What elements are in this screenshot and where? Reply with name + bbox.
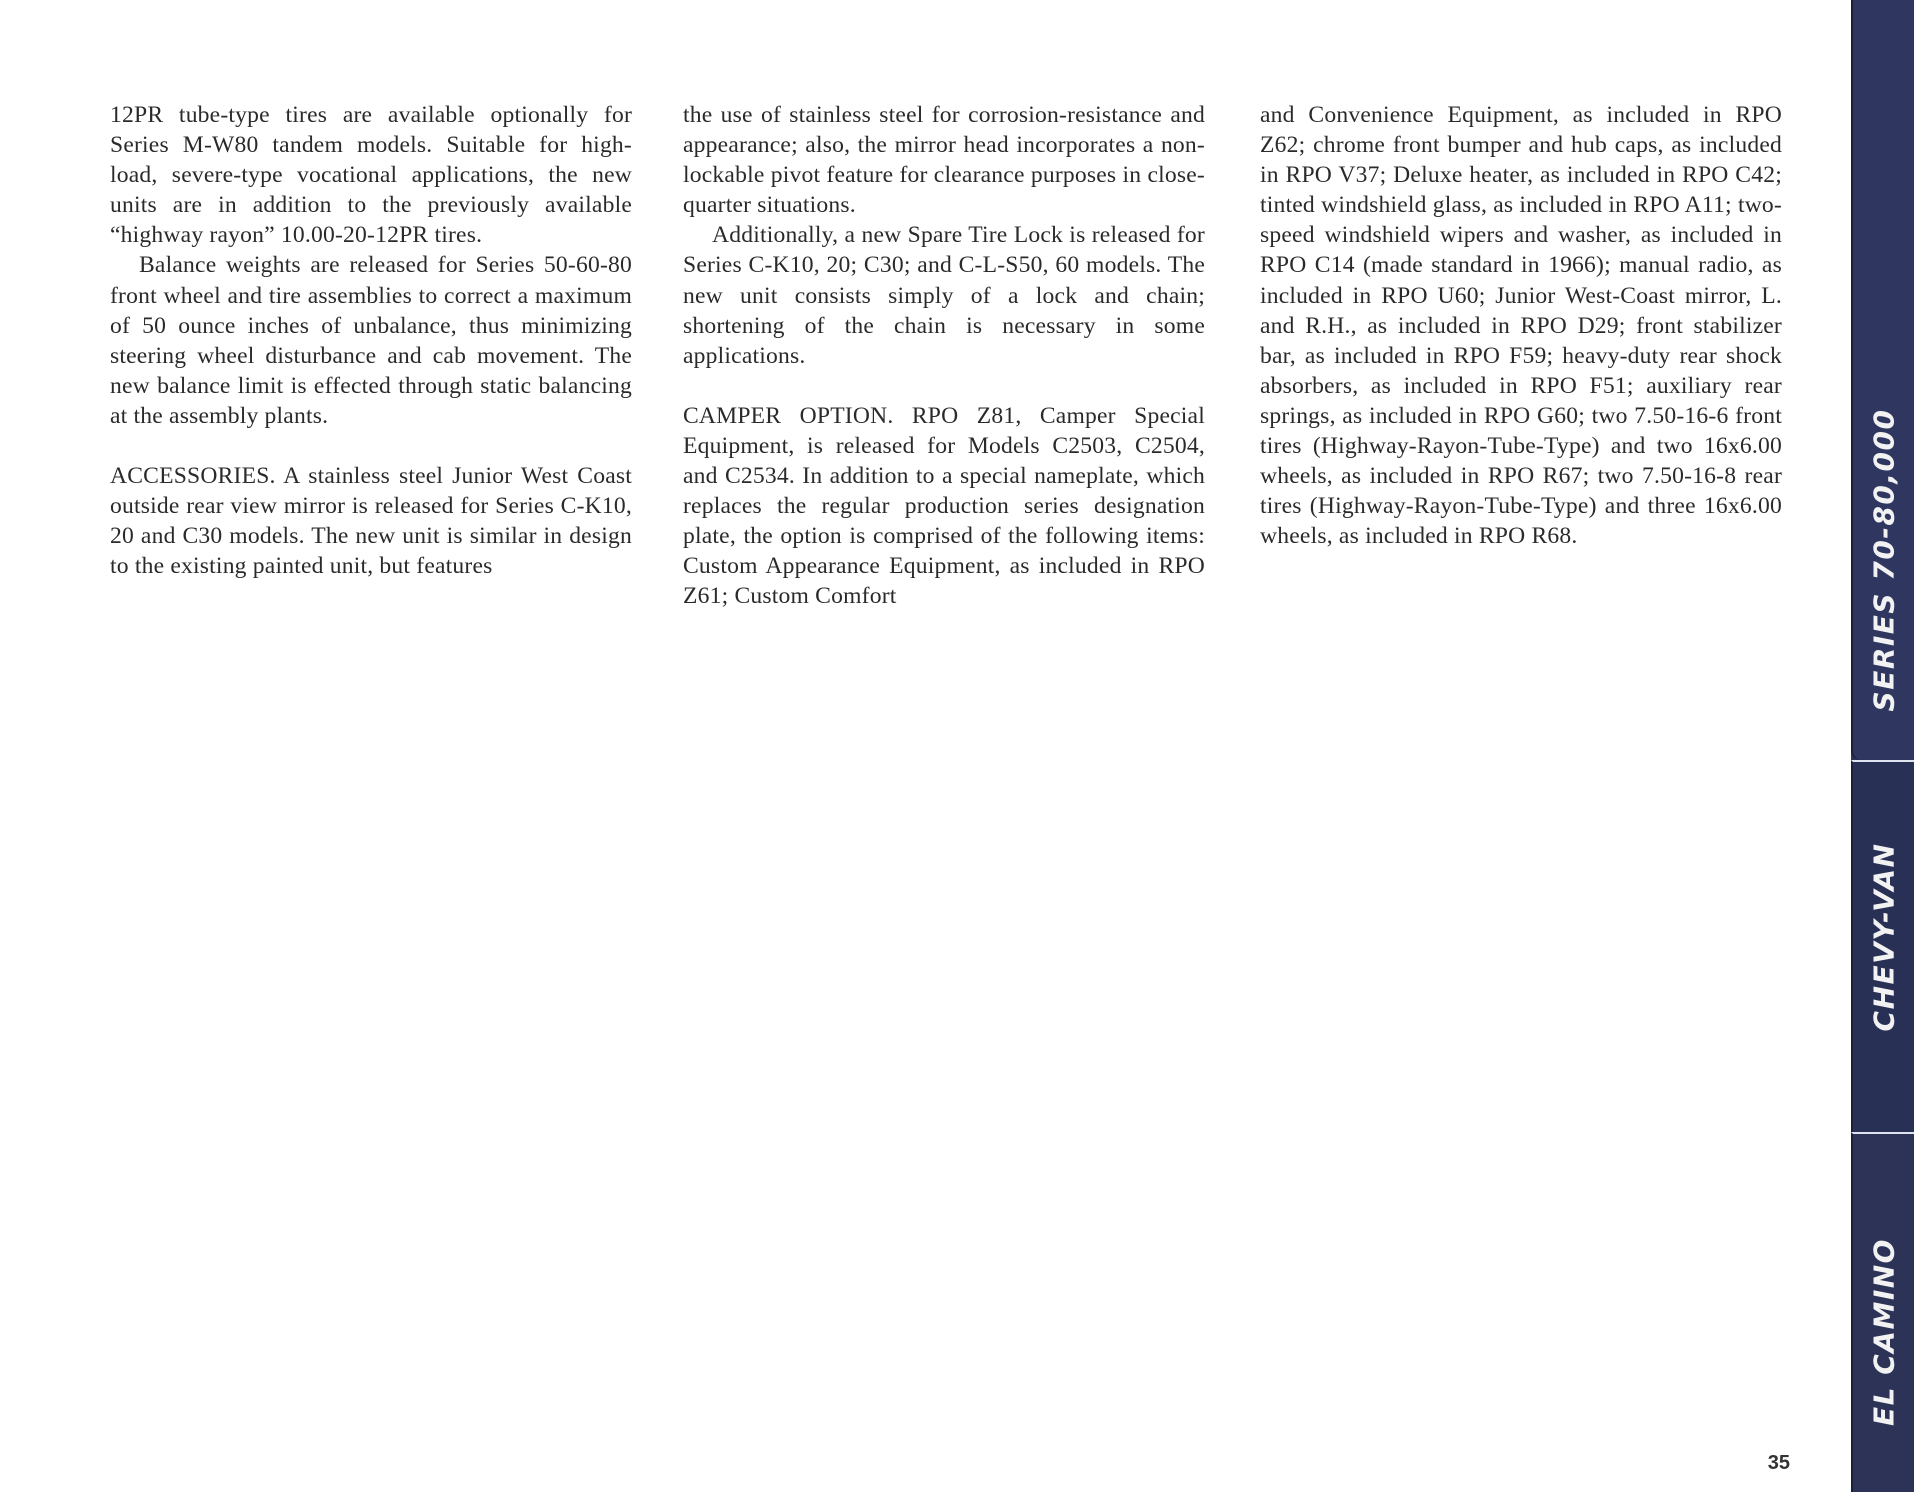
paragraph-stainless-steel: the use of stainless steel for corrosion-resistance and appearance; also, the mirror head incorporates a non-lockable pivot feature for clearance purposes in close-quarter situations. bbox=[683, 102, 1205, 219]
section-tabs bbox=[1851, 0, 1914, 1492]
page-number: 35 bbox=[1767, 1452, 1790, 1474]
paragraph-accessories: ACCESSORIES. A stainless steel Junior West Coast outside rear view mirror is released for Series C-K10, 20 and C30 models. The new unit is similar in design to the existing painted unit, but features bbox=[110, 463, 632, 580]
tab-chevy-van[interactable] bbox=[1851, 760, 1914, 1132]
paragraph-camper-option: CAMPER OPTION. RPO Z81, Camper Special Equipment, is released for Models C2503, C2504, and C2534. In addition to a special nameplate, which replaces the regular production series designation plate, the option is comprised of the following items: Custom Appearance Equipment, as included in RPO Z61; Custom Comfort bbox=[683, 402, 1205, 610]
text-column-1 bbox=[110, 100, 632, 581]
text-column-3 bbox=[1260, 100, 1782, 551]
tab-series-70-80000[interactable] bbox=[1851, 0, 1914, 760]
tab-camino-label: EL CAMINO bbox=[1867, 1238, 1900, 1426]
tab-van-label: CHEVY-VAN bbox=[1867, 842, 1900, 1032]
paragraph-convenience-equipment: and Convenience Equipment, as included in RPO Z62; chrome front bumper and hub caps, as included in RPO V37; Deluxe heater, as included in RPO C42; tinted windshield glass, as included in RPO A11; two-speed windshield wipers and washer, as included in RPO C14 (made standard in 1966); manual radio, as included in RPO U60; Junior West-Coast mirror, L. and R.H., as included in RPO D29; front stabilizer bar, as included in RPO F59; heavy-duty rear shock absorbers, as included in RPO F51; auxiliary rear springs, as included in RPO G60; two 7.50-16-6 front tires (Highway-Rayon-Tube-Type) and two 16x6.00 wheels, as included in RPO R67; two 7.50-16-8 rear tires (Highway-Rayon-Tube-Type) and three 16x6.00 wheels, as included in RPO R68. bbox=[1260, 102, 1782, 550]
tab-el-camino[interactable] bbox=[1851, 1132, 1914, 1492]
tab-series-label: SERIES 70-80,000 bbox=[1867, 408, 1900, 712]
text-column-2 bbox=[683, 100, 1205, 612]
paragraph-balance-weights: Balance weights are released for Series 50-60-80 front wheel and tire assemblies to correct a maximum of 50 ounce inches of unbalance, thus minimizing steering wheel disturbance and cab movement. The new balance limit is effected through static balancing at the assembly plants. bbox=[110, 252, 632, 429]
paragraph-tires: 12PR tube-type tires are available optionally for Series M-W80 tandem models. Suitable for high-load, severe-type vocational applications, the new units are in addition to the previously available “highway rayon” 10.00-20-12PR tires. bbox=[110, 102, 632, 249]
paragraph-spare-tire-lock: Additionally, a new Spare Tire Lock is released for Series C-K10, 20; C30; and C-L-S50, 60 models. The new unit consists simply of a lock and chain; shortening of the chain is necessary in some applications. bbox=[683, 222, 1205, 369]
